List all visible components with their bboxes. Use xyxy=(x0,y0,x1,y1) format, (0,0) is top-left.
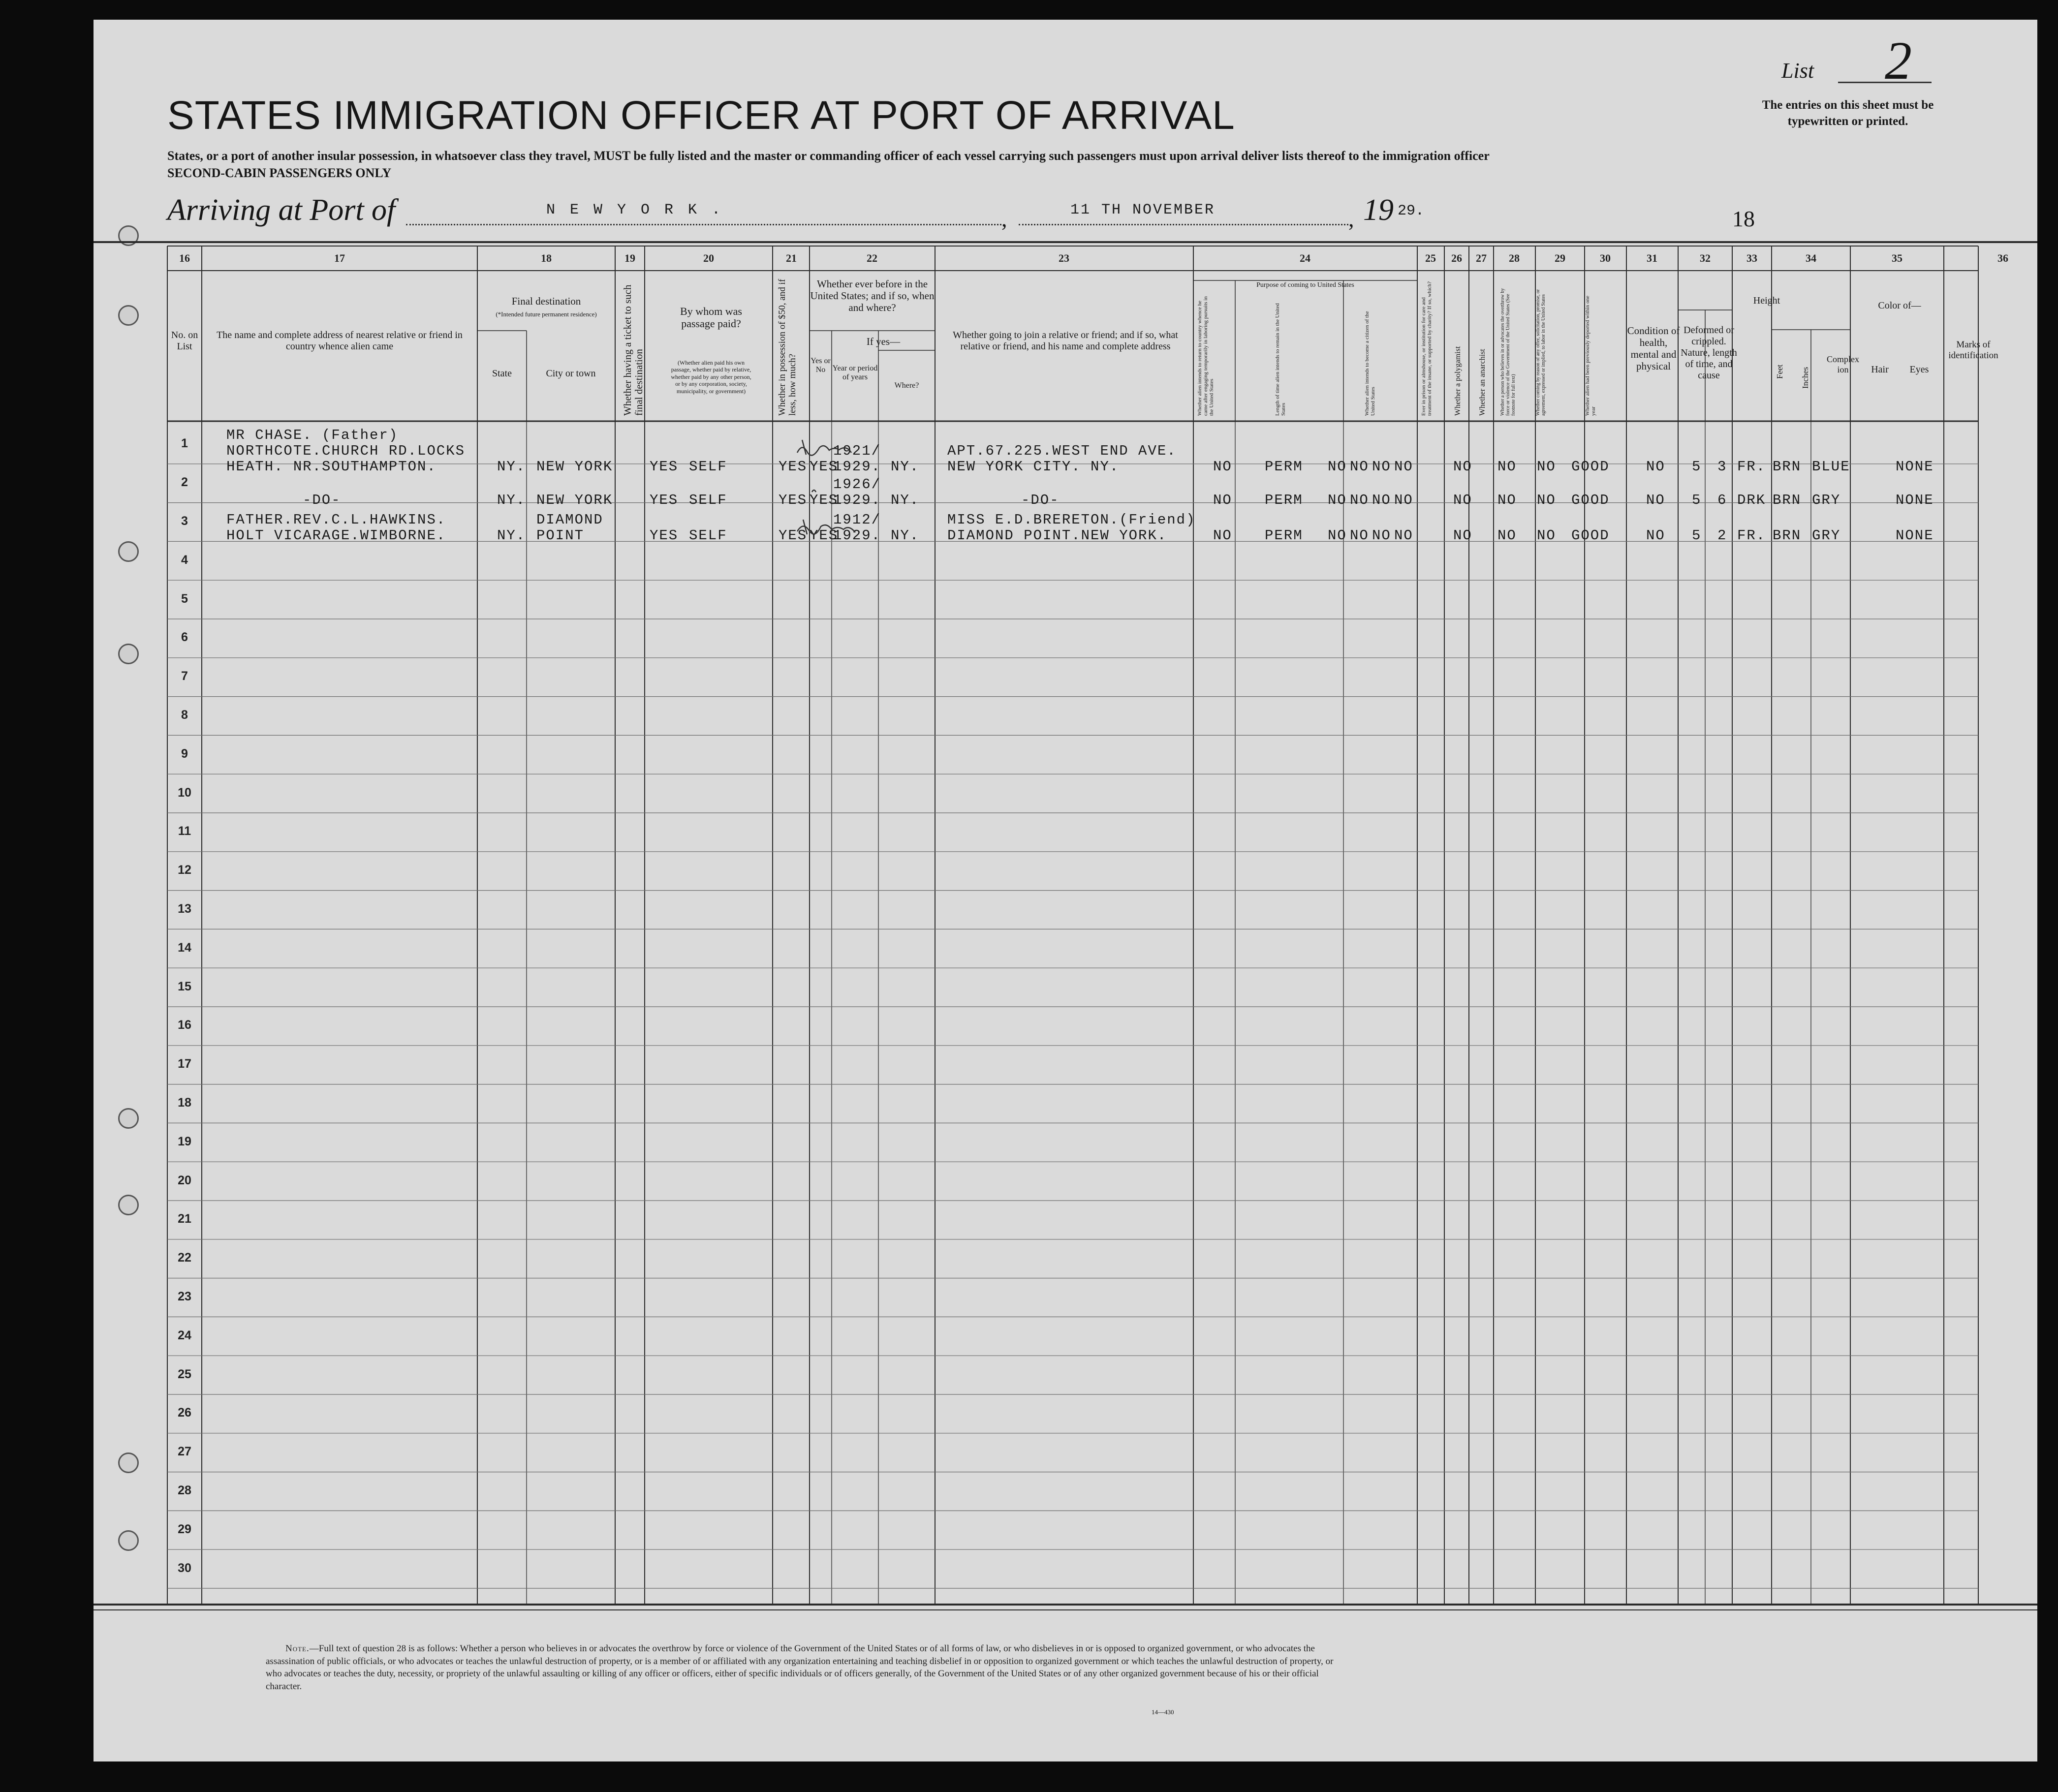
anarchist-cell: NO xyxy=(1394,492,1413,508)
column-number: 28 xyxy=(1509,252,1520,264)
col30-heading: Whether alien had been previously deported within one year xyxy=(1585,295,1597,416)
overthrow-cell: NO xyxy=(1453,459,1472,475)
col23-heading: Whether going to join a relative or friend; and if so, what relative or friend, and his name and complete address xyxy=(953,330,1178,352)
col17-heading: The name and complete address of nearest relative or friend in country whence alien came xyxy=(217,330,463,352)
column-number: 21 xyxy=(786,252,797,264)
citizen-cell: NO xyxy=(1328,527,1347,544)
ticket-cell: YES xyxy=(650,492,679,508)
row-number: 29 xyxy=(178,1522,191,1536)
length-cell: PERM xyxy=(1265,492,1303,508)
relative-line: NORTHCOTE.CHURCH RD.LOCKS xyxy=(226,443,466,459)
row-number: 11 xyxy=(178,824,191,838)
ticket-cell: YES xyxy=(650,459,679,475)
city-cell: NEW YORK xyxy=(536,492,613,508)
return-cell: NO xyxy=(1213,492,1232,508)
labor-cell: NO xyxy=(1497,492,1517,508)
col24a-heading: Whether alien intends to return to country whence he came after engaging temporarily in laboring pursuits in the United States xyxy=(1197,296,1215,416)
before-cell: YES xyxy=(810,527,839,544)
overthrow-cell: NO xyxy=(1453,492,1472,508)
row-number: 25 xyxy=(178,1367,191,1381)
complexion-cell: FR. xyxy=(1737,527,1766,544)
col20-heading: By whom was passage paid? xyxy=(680,305,742,330)
inches-cell: 3 xyxy=(1717,459,1727,475)
relative-line: -DO- xyxy=(303,492,341,508)
city-cell: DIAMOND xyxy=(536,512,603,528)
inches-cell: 6 xyxy=(1717,492,1727,508)
col26-heading: Whether a polygamist xyxy=(1454,346,1462,416)
row-number: 30 xyxy=(178,1561,191,1575)
deported-cell: NO xyxy=(1537,459,1556,475)
typewritten-note: The entries on this sheet must be typewritten or printed. xyxy=(1762,98,1934,128)
table-grid xyxy=(94,20,2037,1761)
citizen-cell: NO xyxy=(1328,492,1347,508)
money-cell: YES xyxy=(779,492,808,508)
footnote-label: Note. xyxy=(285,1643,310,1654)
handwritten-marks xyxy=(792,433,861,556)
relative-line: FATHER.REV.C.L.HAWKINS. xyxy=(226,512,446,528)
row-number: 15 xyxy=(178,979,191,993)
prison-cell: NO xyxy=(1350,459,1369,475)
row-number: 8 xyxy=(181,708,188,722)
col35-heading: Color of— xyxy=(1878,300,1921,311)
health-cell: GOOD xyxy=(1571,527,1610,544)
where-cell: NY. xyxy=(891,492,920,508)
col22-heading: Whether ever before in the United States; and if so, when and where? xyxy=(810,278,935,314)
money-cell: YES xyxy=(779,527,808,544)
row-number: 13 xyxy=(178,902,191,916)
col32-heading: Deformed or crippled. Nature, length of time, and cause xyxy=(1681,325,1737,381)
years-cell: 1926/ xyxy=(833,476,881,493)
col20-subheading: (Whether alien paid his own passage, whether paid by relative, whether paid by any other person, or by any corporation, society, municipality, or government) xyxy=(671,359,751,395)
eyes-cell: BLUE xyxy=(1812,459,1850,475)
feet-cell: 5 xyxy=(1692,527,1702,544)
join-cell: -DO- xyxy=(1021,492,1060,508)
column-number: 25 xyxy=(1425,252,1436,264)
col16-heading: No. on List xyxy=(171,330,198,352)
row-number: 6 xyxy=(181,630,188,645)
row-number: 10 xyxy=(178,785,191,800)
labor-cell: NO xyxy=(1497,459,1517,475)
port-name: N E W Y O R K . xyxy=(546,202,724,218)
col28-heading: Whether a person who believes in or advocates the overthrow by force or violence of the Government of the United States (See footnote for full text) xyxy=(1500,288,1516,416)
col18-city-heading: City or town xyxy=(546,368,596,379)
row-number: 9 xyxy=(181,746,188,761)
col24c-heading: Whether alien intends to become a citizen of the United States xyxy=(1364,311,1376,416)
row-number: 2 xyxy=(181,475,188,490)
eyes-cell: GRY xyxy=(1812,492,1841,508)
class-line: SECOND-CABIN PASSENGERS ONLY xyxy=(167,166,392,180)
form-number: 14—430 xyxy=(1152,1708,1174,1716)
column-number: 34 xyxy=(1806,252,1816,264)
col34-heading: Complexion xyxy=(1827,354,1859,374)
row-number: 27 xyxy=(178,1445,191,1459)
column-number: 17 xyxy=(334,252,345,264)
row-number: 23 xyxy=(178,1290,191,1303)
relative-line: MR CHASE. (Father) xyxy=(226,427,399,443)
deformed-cell: NO xyxy=(1646,527,1665,544)
page-title: STATES IMMIGRATION OFFICER AT PORT OF ARRIVAL xyxy=(167,93,1235,138)
hair-cell: BRN xyxy=(1773,459,1802,475)
col21-heading: Whether in possession of $50, and if less, how much? xyxy=(777,278,798,416)
col35-eyes-heading: Eyes xyxy=(1909,364,1929,375)
row-number: 3 xyxy=(181,514,188,528)
column-number: 27 xyxy=(1476,252,1487,264)
col24b-heading: Length of time alien intends to remain in the United States xyxy=(1275,303,1287,416)
polygamist-cell: NO xyxy=(1372,492,1391,508)
years-cell: 1929. xyxy=(833,527,881,544)
list-number: 2 xyxy=(1885,31,1912,91)
anarchist-cell: NO xyxy=(1394,459,1413,475)
col24-heading: Purpose of coming to United States xyxy=(1256,281,1354,289)
complexion-cell: FR. xyxy=(1737,459,1766,475)
arrival-date: 11 TH NOVEMBER xyxy=(1070,202,1216,218)
anarchist-cell: NO xyxy=(1394,527,1413,544)
row-number: 5 xyxy=(181,591,188,606)
deformed-cell: NO xyxy=(1646,492,1665,508)
labor-cell: NO xyxy=(1497,527,1517,544)
intro-line: States, or a port of another insular possession, in whatsoever class they travel, MUST be fully listed and the master or commanding officer of each vessel carrying such passengers must upon arrival deliver lists thereof to the immigration officer xyxy=(167,149,1490,163)
footnote-text: —Full text of question 28 is as follows: Whether a person who believes in or advocates the overthrow by force or violence of the Government of the United States or of all forms of law, or who disbelieves in or is opposed to organized government, or who advocates the assassination of public officials, or who advocates or teaches the unlawful destruction of property, or is a member of or affiliated with any organization entertaining and teaching disbelief in or opposition to organized government or which teaches the unlawful destruction of property, or who advocates or teaches the duty, necessity, or propriety of the unlawful assaulting or killing of any officer or officers, either of specific individuals or of officers generally, of the Government of the United States or of any other organized government because of his or their official character. xyxy=(266,1643,1334,1692)
col18-heading: Final destination xyxy=(511,295,581,307)
join-cell: DIAMOND POINT.NEW YORK. xyxy=(947,527,1167,544)
col31-heading: Condition of health, mental and physical xyxy=(1627,325,1680,372)
years-cell: 1929. xyxy=(833,492,881,508)
health-cell: GOOD xyxy=(1571,459,1610,475)
complexion-cell: DRK xyxy=(1737,492,1766,508)
where-cell: NY. xyxy=(891,527,920,544)
col22-year-heading: Year or period of years xyxy=(832,364,878,382)
row-number: 22 xyxy=(178,1251,191,1265)
year-prefix: 19 xyxy=(1363,193,1394,227)
length-cell: PERM xyxy=(1265,459,1303,475)
row-number: 19 xyxy=(178,1134,191,1148)
list-label: List xyxy=(1781,59,1814,83)
hair-cell: BRN xyxy=(1773,492,1802,508)
col27-heading: Whether an anarchist xyxy=(1478,349,1487,416)
state-cell: NY. xyxy=(497,459,526,475)
column-number: 35 xyxy=(1892,252,1902,264)
where-cell: NY. xyxy=(891,459,920,475)
row-number: 20 xyxy=(178,1173,191,1187)
column-number: 30 xyxy=(1600,252,1611,264)
col33-feet-heading: Feet xyxy=(1775,364,1784,379)
col33-inches-heading: Inches xyxy=(1801,367,1810,389)
paid-by-cell: SELF xyxy=(689,492,727,508)
state-cell: NY. xyxy=(497,492,526,508)
col18-subheading: (*Intended future permanent residence) xyxy=(496,310,597,318)
row-number: 18 xyxy=(178,1096,191,1110)
relative-line: HOLT VICARAGE.WIMBORNE. xyxy=(226,527,446,544)
prison-cell: NO xyxy=(1350,527,1369,544)
footnote xyxy=(266,1642,1339,1693)
column-number: 18 xyxy=(541,252,552,264)
eyes-cell: GRY xyxy=(1812,527,1841,544)
ticket-cell: YES xyxy=(650,527,679,544)
years-cell: 1929. xyxy=(833,459,881,475)
row-number: 26 xyxy=(178,1406,191,1420)
join-cell: MISS E.D.BRERETON.(Friend) xyxy=(947,512,1196,528)
column-number: 19 xyxy=(624,252,635,264)
prison-cell: NO xyxy=(1350,492,1369,508)
overthrow-cell: NO xyxy=(1453,527,1472,544)
column-number: 26 xyxy=(1451,252,1462,264)
row-number: 28 xyxy=(178,1483,191,1497)
deformed-cell: NO xyxy=(1646,459,1665,475)
return-cell: NO xyxy=(1213,527,1232,544)
marks-cell: NONE xyxy=(1896,492,1934,508)
manifest-sheet xyxy=(94,20,2037,1761)
years-cell: 1921/ xyxy=(833,443,881,459)
col33-heading: Height xyxy=(1753,295,1780,306)
column-number: 36 xyxy=(1997,252,2008,264)
comma: , xyxy=(1001,206,1007,231)
city-cell: POINT xyxy=(536,527,585,544)
years-cell: 1912/ xyxy=(833,512,881,528)
paid-by-cell: SELF xyxy=(689,459,727,475)
row-number: 21 xyxy=(178,1212,191,1226)
corner-number: 18 xyxy=(1732,206,1755,231)
column-number: 24 xyxy=(1300,252,1310,264)
column-number: 23 xyxy=(1059,252,1069,264)
polygamist-cell: NO xyxy=(1372,527,1391,544)
money-cell: YES xyxy=(779,459,808,475)
col25-heading: Ever in prison or almshouse, or institution for care and treatment of the insane, or supported by charity? If so, which? xyxy=(1421,281,1433,416)
row-number: 17 xyxy=(178,1057,191,1071)
column-number: 31 xyxy=(1647,252,1657,264)
row-number: 1 xyxy=(181,436,188,451)
inches-cell: 2 xyxy=(1717,527,1727,544)
citizen-cell: NO xyxy=(1328,459,1347,475)
marks-cell: NONE xyxy=(1896,459,1934,475)
feet-cell: 5 xyxy=(1692,459,1702,475)
row-number: 16 xyxy=(178,1018,191,1032)
return-cell: NO xyxy=(1213,459,1232,475)
col36-heading: Marks of identification xyxy=(1948,340,1998,361)
marks-cell: NONE xyxy=(1896,527,1934,544)
row-number: 4 xyxy=(181,553,188,567)
comma: , xyxy=(1348,206,1354,231)
column-number: 16 xyxy=(179,252,190,264)
polygamist-cell: NO xyxy=(1372,459,1391,475)
city-cell: NEW YORK xyxy=(536,459,613,475)
deported-cell: NO xyxy=(1537,527,1556,544)
col29-heading: Whether coming by reason of any offer, solicitation, promise, or agreement, expressed or implied, to labor in the United States xyxy=(1535,289,1546,416)
row-number: 14 xyxy=(178,940,191,955)
relative-line: HEATH. NR.SOUTHAMPTON. xyxy=(226,459,437,475)
hair-cell: BRN xyxy=(1773,527,1802,544)
column-number: 20 xyxy=(703,252,714,264)
state-cell: NY. xyxy=(497,527,526,544)
row-number: 24 xyxy=(178,1328,191,1342)
row-number: 12 xyxy=(178,863,191,877)
column-number: 29 xyxy=(1555,252,1565,264)
row-number: 7 xyxy=(181,669,188,683)
join-cell: NEW YORK CITY. NY. xyxy=(947,459,1120,475)
col22-yesno-heading: Yes or No xyxy=(811,357,831,374)
length-cell: PERM xyxy=(1265,527,1303,544)
col19-heading: Whether having a ticket to such final destination xyxy=(622,284,645,416)
before-cell: YES xyxy=(810,459,839,475)
col35-hair-heading: Hair xyxy=(1871,364,1889,375)
arriving-label: Arriving at Port of xyxy=(167,193,396,227)
col22-ifyes-heading: If yes— xyxy=(866,336,901,347)
deported-cell: NO xyxy=(1537,492,1556,508)
paid-by-cell: SELF xyxy=(689,527,727,544)
column-number: 32 xyxy=(1700,252,1711,264)
col22-where-heading: Where? xyxy=(894,381,919,390)
feet-cell: 5 xyxy=(1692,492,1702,508)
join-cell: APT.67.225.WEST END AVE. xyxy=(947,443,1177,459)
before-cell: YES xyxy=(810,492,839,508)
health-cell: GOOD xyxy=(1571,492,1610,508)
year-suffix: 29. xyxy=(1398,203,1425,219)
column-number: 33 xyxy=(1746,252,1757,264)
column-number: 22 xyxy=(867,252,877,264)
col18-state-heading: State xyxy=(492,368,512,379)
